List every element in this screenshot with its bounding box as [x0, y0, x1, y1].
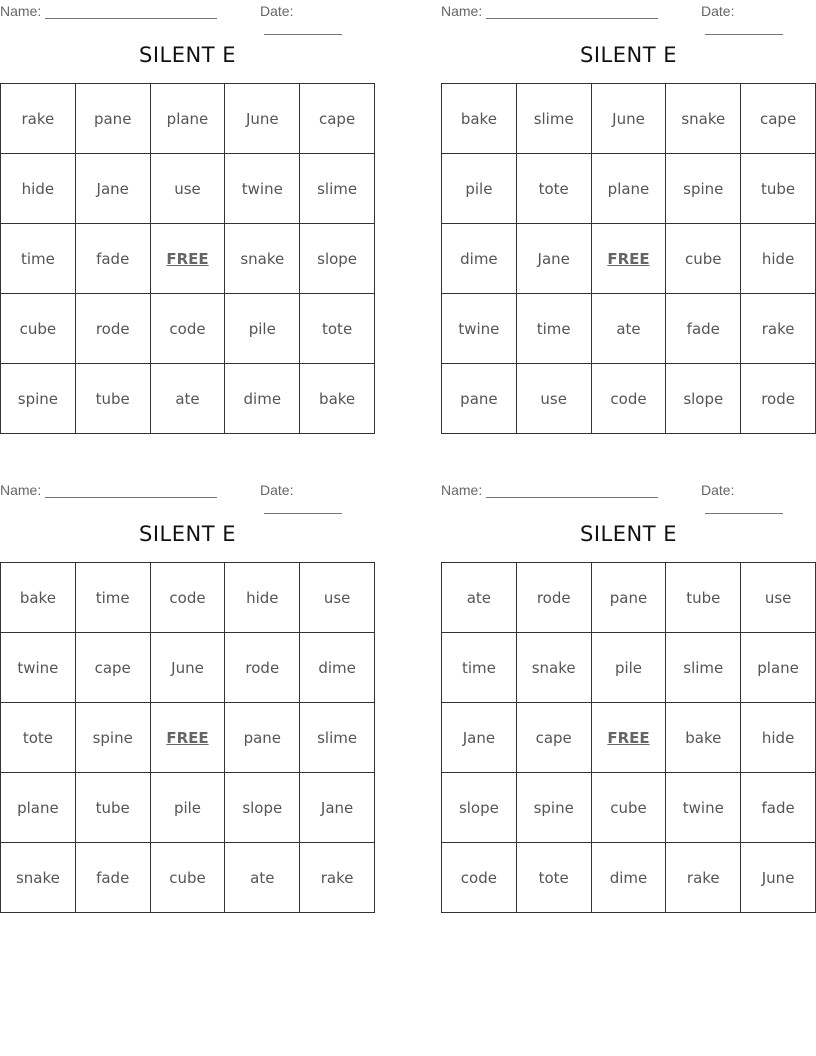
- free-space-cell[interactable]: FREE: [150, 703, 225, 773]
- word-cell[interactable]: use: [741, 563, 816, 633]
- word-cell[interactable]: June: [741, 843, 816, 913]
- word-cell[interactable]: twine: [225, 154, 300, 224]
- date-line: [705, 501, 783, 514]
- word-cell[interactable]: slope: [442, 773, 517, 843]
- word-cell[interactable]: Jane: [75, 154, 150, 224]
- date-label: Date:: [260, 3, 294, 19]
- word-cell[interactable]: slime: [300, 154, 375, 224]
- word-cell[interactable]: tote: [516, 154, 591, 224]
- word-cell[interactable]: rode: [516, 563, 591, 633]
- word-cell[interactable]: ate: [591, 294, 666, 364]
- free-space-cell[interactable]: FREE: [591, 224, 666, 294]
- word-cell[interactable]: twine: [1, 633, 76, 703]
- word-cell[interactable]: plane: [150, 84, 225, 154]
- word-cell[interactable]: fade: [75, 224, 150, 294]
- date-field[interactable]: [260, 3, 375, 35]
- word-cell[interactable]: hide: [741, 224, 816, 294]
- word-cell[interactable]: spine: [516, 773, 591, 843]
- bingo-grid: [0, 83, 375, 434]
- word-cell[interactable]: slime: [300, 703, 375, 773]
- grid-row: [1, 364, 375, 434]
- word-cell[interactable]: cube: [150, 843, 225, 913]
- card-title: SILENT E: [139, 43, 236, 67]
- card-header: [0, 479, 375, 499]
- name-field[interactable]: [0, 482, 217, 498]
- word-cell[interactable]: code: [150, 294, 225, 364]
- word-cell[interactable]: pane: [225, 703, 300, 773]
- word-cell[interactable]: time: [75, 563, 150, 633]
- name-field[interactable]: [0, 3, 217, 19]
- word-cell[interactable]: fade: [741, 773, 816, 843]
- free-space-cell[interactable]: FREE: [150, 224, 225, 294]
- grid-row: [442, 154, 816, 224]
- word-cell[interactable]: hide: [741, 703, 816, 773]
- word-cell[interactable]: pile: [225, 294, 300, 364]
- grid-row: [442, 364, 816, 434]
- grid-row: [1, 224, 375, 294]
- word-cell[interactable]: snake: [666, 84, 741, 154]
- word-cell[interactable]: plane: [741, 633, 816, 703]
- word-cell[interactable]: dime: [300, 633, 375, 703]
- word-cell[interactable]: rake: [300, 843, 375, 913]
- bingo-grid: [0, 562, 375, 913]
- word-cell[interactable]: fade: [75, 843, 150, 913]
- grid-row: [442, 843, 816, 913]
- grid-row: [1, 773, 375, 843]
- word-cell[interactable]: plane: [1, 773, 76, 843]
- word-cell[interactable]: slime: [516, 84, 591, 154]
- date-line: [264, 22, 342, 35]
- word-cell[interactable]: pane: [75, 84, 150, 154]
- word-cell[interactable]: rake: [666, 843, 741, 913]
- word-cell[interactable]: June: [150, 633, 225, 703]
- word-cell[interactable]: Jane: [516, 224, 591, 294]
- bingo-grid: [441, 562, 816, 913]
- grid-row: [1, 633, 375, 703]
- word-cell[interactable]: rake: [1, 84, 76, 154]
- word-cell[interactable]: spine: [75, 703, 150, 773]
- card-header: [0, 0, 375, 20]
- name-line: [45, 485, 217, 498]
- word-cell[interactable]: cape: [516, 703, 591, 773]
- word-cell[interactable]: rode: [225, 633, 300, 703]
- name-label: Name:: [441, 482, 483, 498]
- name-label: Name:: [441, 3, 483, 19]
- word-cell[interactable]: use: [516, 364, 591, 434]
- word-cell[interactable]: cape: [741, 84, 816, 154]
- word-cell[interactable]: cube: [666, 224, 741, 294]
- word-cell[interactable]: tube: [741, 154, 816, 224]
- date-field[interactable]: [701, 482, 816, 514]
- word-cell[interactable]: tote: [1, 703, 76, 773]
- name-line: [486, 6, 658, 19]
- word-cell[interactable]: slope: [666, 364, 741, 434]
- word-cell[interactable]: hide: [1, 154, 76, 224]
- grid-row: [1, 154, 375, 224]
- date-line: [264, 501, 342, 514]
- word-cell[interactable]: June: [225, 84, 300, 154]
- grid-row: [1, 703, 375, 773]
- name-field[interactable]: [441, 3, 658, 19]
- date-label: Date:: [260, 482, 294, 498]
- word-cell[interactable]: slime: [666, 633, 741, 703]
- word-cell[interactable]: twine: [666, 773, 741, 843]
- word-cell[interactable]: rode: [741, 364, 816, 434]
- word-cell[interactable]: tube: [75, 773, 150, 843]
- card-header: [441, 0, 816, 20]
- word-cell[interactable]: time: [1, 224, 76, 294]
- word-cell[interactable]: dime: [225, 364, 300, 434]
- date-line: [705, 22, 783, 35]
- word-cell[interactable]: June: [591, 84, 666, 154]
- word-cell[interactable]: bake: [666, 703, 741, 773]
- card-title: SILENT E: [580, 522, 677, 546]
- word-cell[interactable]: cape: [300, 84, 375, 154]
- word-cell[interactable]: tote: [516, 843, 591, 913]
- word-cell[interactable]: pane: [442, 364, 517, 434]
- name-line: [486, 485, 658, 498]
- word-cell[interactable]: snake: [225, 224, 300, 294]
- word-cell[interactable]: code: [442, 843, 517, 913]
- grid-row: [442, 84, 816, 154]
- name-label: Name:: [0, 3, 42, 19]
- card-title: SILENT E: [139, 522, 236, 546]
- word-cell[interactable]: tube: [666, 563, 741, 633]
- name-line: [45, 6, 217, 19]
- name-label: Name:: [0, 482, 42, 498]
- word-cell[interactable]: time: [516, 294, 591, 364]
- grid-row: [442, 224, 816, 294]
- word-cell[interactable]: tote: [300, 294, 375, 364]
- word-cell[interactable]: bake: [300, 364, 375, 434]
- word-cell[interactable]: pile: [150, 773, 225, 843]
- word-cell[interactable]: ate: [442, 563, 517, 633]
- word-cell[interactable]: cube: [591, 773, 666, 843]
- bingo-grid: [441, 83, 816, 434]
- word-cell[interactable]: slope: [225, 773, 300, 843]
- word-cell[interactable]: bake: [442, 84, 517, 154]
- word-cell[interactable]: slope: [300, 224, 375, 294]
- word-cell[interactable]: cape: [75, 633, 150, 703]
- word-cell[interactable]: rake: [741, 294, 816, 364]
- date-label: Date:: [701, 3, 735, 19]
- word-cell[interactable]: code: [150, 563, 225, 633]
- word-cell[interactable]: pane: [591, 563, 666, 633]
- card-title: SILENT E: [580, 43, 677, 67]
- word-cell[interactable]: snake: [1, 843, 76, 913]
- grid-row: [442, 294, 816, 364]
- word-cell[interactable]: spine: [666, 154, 741, 224]
- word-cell[interactable]: rode: [75, 294, 150, 364]
- grid-row: [442, 563, 816, 633]
- grid-row: [1, 843, 375, 913]
- word-cell[interactable]: time: [442, 633, 517, 703]
- grid-row: [1, 84, 375, 154]
- grid-row: [442, 633, 816, 703]
- word-cell[interactable]: cube: [1, 294, 76, 364]
- word-cell[interactable]: Jane: [300, 773, 375, 843]
- word-cell[interactable]: snake: [516, 633, 591, 703]
- word-cell[interactable]: tube: [75, 364, 150, 434]
- word-cell[interactable]: ate: [225, 843, 300, 913]
- card-header: [441, 479, 816, 499]
- grid-row: [442, 703, 816, 773]
- date-field[interactable]: [701, 3, 816, 35]
- word-cell[interactable]: fade: [666, 294, 741, 364]
- grid-row: [1, 294, 375, 364]
- word-cell[interactable]: bake: [1, 563, 76, 633]
- word-cell[interactable]: hide: [225, 563, 300, 633]
- word-cell[interactable]: dime: [591, 843, 666, 913]
- word-cell[interactable]: twine: [442, 294, 517, 364]
- word-cell[interactable]: plane: [591, 154, 666, 224]
- word-cell[interactable]: Jane: [442, 703, 517, 773]
- word-cell[interactable]: code: [591, 364, 666, 434]
- grid-row: [1, 563, 375, 633]
- grid-row: [442, 773, 816, 843]
- word-cell[interactable]: pile: [591, 633, 666, 703]
- date-label: Date:: [701, 482, 735, 498]
- word-cell[interactable]: ate: [150, 364, 225, 434]
- word-cell[interactable]: pile: [442, 154, 517, 224]
- free-space-cell[interactable]: FREE: [591, 703, 666, 773]
- name-field[interactable]: [441, 482, 658, 498]
- word-cell[interactable]: dime: [442, 224, 517, 294]
- word-cell[interactable]: use: [150, 154, 225, 224]
- word-cell[interactable]: use: [300, 563, 375, 633]
- word-cell[interactable]: spine: [1, 364, 76, 434]
- date-field[interactable]: [260, 482, 375, 514]
